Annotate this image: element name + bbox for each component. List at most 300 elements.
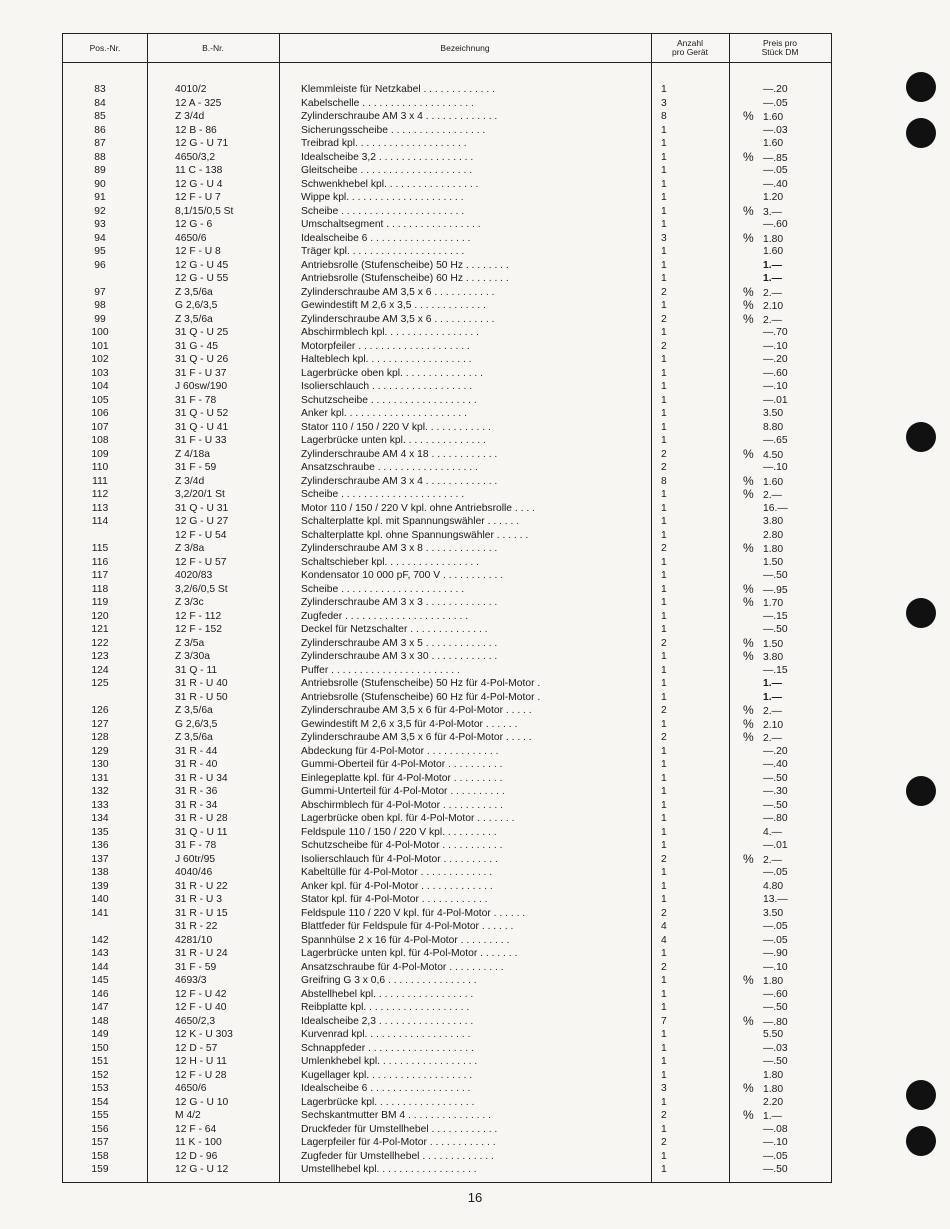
description-cell: Schalterplatte kpl. mit Spannungswähler . . . . . .	[301, 516, 520, 527]
pos-cell: 143	[91, 948, 109, 959]
price-cell	[743, 623, 829, 637]
pos-cell: 154	[91, 1096, 109, 1108]
price-amount: 1.—	[763, 273, 782, 284]
quantity-cell: 1	[661, 799, 667, 811]
pos-cell: 105	[91, 394, 109, 406]
bnr-cell: 4650/6	[175, 1083, 207, 1094]
description-cell: Zylinderschraube AM 3,5 x 6 für 4-Pol-Motor . . . . .	[301, 705, 532, 716]
description-cell: Schutzscheibe . . . . . . . . . . . . . . . . . . .	[301, 394, 477, 406]
quantity-cell: 1	[661, 975, 667, 986]
pos-cell: 150	[91, 1042, 109, 1054]
description-cell: Gewindestift M 2,6 x 3,5 für 4-Pol-Motor . . . . . .	[301, 718, 518, 730]
bnr-cell: 4650/6	[175, 232, 207, 244]
pos-cell: 136	[91, 840, 109, 851]
pos-cell: 139	[91, 880, 109, 892]
description-cell: Wippe kpl. . . . . . . . . . . . . . . . . . . . .	[301, 192, 464, 203]
punch-hole	[906, 72, 936, 102]
quantity-cell: 1	[661, 583, 667, 595]
description-cell: Greifring G 3 x 0,6 . . . . . . . . . . . . . . . .	[301, 975, 477, 986]
description-cell: Anker kpl. für 4-Pol-Motor . . . . . . . . . . . . .	[301, 880, 493, 892]
quantity-cell: 1	[661, 1164, 667, 1175]
quantity-cell: 1	[661, 421, 667, 433]
table-row	[63, 110, 831, 124]
price-cell	[743, 799, 829, 813]
bnr-cell: 12 F - U 40	[175, 1002, 227, 1013]
description-cell: Idealscheibe 2,3 . . . . . . . . . . . . . . . . .	[301, 1015, 474, 1027]
bnr-cell: 31 Q - U 25	[175, 327, 229, 338]
price-cell	[743, 947, 829, 961]
bnr-cell: 12 G - U 71	[175, 138, 229, 149]
punch-hole	[906, 1126, 936, 1156]
description-cell: Antriebsrolle (Stufenscheibe) 50 Hz . . . . . . . .	[301, 259, 509, 271]
price-cell	[743, 1123, 829, 1137]
price-amount: 3.—	[763, 206, 782, 218]
quantity-cell: 1	[661, 759, 667, 770]
bnr-cell: Z 3,5/6a	[175, 286, 213, 298]
table-row	[63, 691, 831, 705]
price-amount: —.20	[763, 745, 788, 757]
price-amount: —.30	[763, 786, 788, 797]
price-amount: —.05	[763, 934, 788, 946]
pos-cell: 121	[91, 624, 109, 635]
table-row	[63, 1001, 831, 1015]
table-row	[63, 434, 831, 448]
price-cell	[743, 434, 829, 448]
description-cell: Spannhülse 2 x 16 für 4-Pol-Motor . . . . . . . . .	[301, 934, 510, 946]
price-cell	[743, 83, 829, 97]
description-cell: Abschirmblech für 4-Pol-Motor . . . . . . . . . . .	[301, 799, 503, 811]
quantity-cell: 1	[661, 327, 667, 338]
pos-cell: 95	[94, 246, 106, 257]
price-amount: 1.50	[763, 638, 784, 650]
quantity-cell: 3	[661, 232, 667, 244]
price-amount: —.15	[763, 664, 788, 676]
table-row	[63, 637, 831, 651]
description-cell: Idealscheibe 3,2 . . . . . . . . . . . . . . . . .	[301, 151, 474, 163]
bnr-cell: 4040/46	[175, 867, 213, 878]
table-row	[63, 1123, 831, 1137]
price-amount: —.95	[763, 584, 788, 596]
description-cell: Antriebsrolle (Stufenscheibe) 60 Hz für 4-Pol-Motor .	[301, 691, 541, 703]
table-row	[63, 353, 831, 367]
description-cell: Anker kpl. . . . . . . . . . . . . . . . . . . . . .	[301, 408, 467, 419]
quantity-cell: 1	[661, 381, 667, 392]
quantity-cell: 1	[661, 1002, 667, 1013]
price-cell	[743, 97, 829, 111]
bnr-cell: Z 3/4d	[175, 111, 205, 122]
header-bezeichnung: Bezeichnung	[440, 42, 490, 53]
pos-cell: 144	[91, 961, 109, 973]
quantity-cell: 1	[661, 597, 667, 608]
quantity-cell: 1	[661, 664, 667, 676]
table-row	[63, 920, 831, 934]
bnr-cell: 12 F - 64	[175, 1123, 217, 1135]
price-amount: —.60	[763, 219, 788, 230]
pos-cell: 145	[91, 975, 109, 986]
price-cell	[743, 1055, 829, 1069]
pos-cell: 147	[91, 1002, 109, 1013]
quantity-cell: 1	[661, 273, 667, 284]
price-amount: —.50	[763, 1164, 788, 1175]
percent-marker: %	[743, 109, 754, 123]
pos-cell: 109	[91, 448, 109, 460]
table-row	[63, 313, 831, 327]
price-cell	[743, 974, 829, 989]
quantity-cell: 2	[661, 462, 667, 473]
bnr-cell: G 2,6/3,5	[175, 718, 218, 730]
description-cell: Reibplatte kpl. . . . . . . . . . . . . . . . . . .	[301, 1002, 470, 1013]
price-cell	[743, 880, 829, 894]
pos-cell: 90	[94, 178, 106, 190]
table-row	[63, 218, 831, 232]
punch-hole	[906, 1080, 936, 1110]
price-cell	[743, 758, 829, 772]
quantity-cell: 8	[661, 475, 667, 487]
header-divider	[63, 62, 831, 63]
description-cell: Scheibe . . . . . . . . . . . . . . . . . . . . . .	[301, 583, 465, 595]
price-cell	[743, 326, 829, 340]
table-row	[63, 853, 831, 867]
quantity-cell: 1	[661, 367, 667, 379]
price-cell	[743, 583, 829, 598]
quantity-cell: 2	[661, 313, 667, 325]
price-cell	[743, 907, 829, 921]
table-row	[63, 907, 831, 921]
table-row	[63, 988, 831, 1002]
price-amount: —.03	[763, 124, 788, 136]
price-cell	[743, 164, 829, 178]
percent-marker: %	[743, 311, 754, 326]
price-amount: —.50	[763, 624, 788, 635]
percent-marker: %	[743, 284, 754, 299]
quantity-cell: 4	[661, 934, 667, 946]
pos-cell: 141	[91, 907, 109, 919]
percent-marker: %	[743, 730, 754, 744]
description-cell: Zylinderschraube AM 3 x 3 . . . . . . . . . . . . .	[301, 597, 498, 608]
percent-marker: %	[743, 703, 754, 717]
price-amount: 3.80	[763, 516, 784, 527]
pos-cell: 84	[94, 97, 106, 109]
bnr-cell: 31 F - 78	[175, 394, 217, 406]
price-cell	[743, 299, 829, 314]
table-row	[63, 1109, 831, 1123]
table-row	[63, 448, 831, 462]
pos-cell: 155	[91, 1110, 109, 1121]
pos-cell: 104	[91, 381, 109, 392]
price-cell	[743, 394, 829, 408]
price-amount: 1.20	[763, 192, 784, 203]
bnr-cell: Z 3/30a	[175, 651, 210, 662]
description-cell: Treibrad kpl. . . . . . . . . . . . . . . . . . . .	[301, 138, 467, 149]
percent-marker: %	[743, 487, 754, 501]
bnr-cell: 12 G - U 12	[175, 1164, 229, 1175]
price-amount: 1.—	[763, 259, 782, 271]
quantity-cell: 2	[661, 1137, 667, 1148]
bnr-cell: 31 R - 34	[175, 799, 218, 811]
bnr-cell: J 60tr/95	[175, 853, 216, 865]
quantity-cell: 1	[661, 691, 667, 703]
pos-cell: 142	[91, 934, 109, 946]
price-cell	[743, 718, 829, 733]
description-cell: Sicherungsscheibe . . . . . . . . . . . . . . . . .	[301, 124, 486, 136]
quantity-cell: 1	[661, 786, 667, 797]
description-cell: Zylinderschraube AM 3 x 4 . . . . . . . . . . . . .	[301, 111, 498, 122]
price-amount: —.08	[763, 1123, 788, 1135]
quantity-cell: 2	[661, 853, 667, 865]
description-cell: Scheibe . . . . . . . . . . . . . . . . . . . . . .	[301, 205, 465, 217]
price-amount: 2.—	[763, 706, 782, 717]
table-row	[63, 1136, 831, 1150]
price-amount: —.50	[763, 570, 788, 581]
bnr-cell: 31 F - 78	[175, 840, 217, 851]
bnr-cell: 12 K - U 303	[175, 1029, 233, 1040]
description-cell: Isolierschlauch für 4-Pol-Motor . . . . . . . . . .	[301, 853, 498, 865]
quantity-cell: 1	[661, 489, 667, 500]
price-amount: 2.80	[763, 529, 784, 541]
price-amount: —.10	[763, 381, 788, 392]
quantity-cell: 1	[661, 205, 667, 217]
table-row	[63, 205, 831, 219]
quantity-cell: 1	[661, 718, 667, 730]
price-amount: —.50	[763, 772, 788, 784]
table-row	[63, 1069, 831, 1083]
bnr-cell: 12 F - U 7	[175, 192, 221, 203]
pos-cell: 96	[94, 259, 106, 271]
quantity-cell: 1	[661, 867, 667, 878]
quantity-cell: 1	[661, 435, 667, 446]
quantity-cell: 1	[661, 894, 667, 905]
table-row	[63, 380, 831, 394]
table-row	[63, 718, 831, 732]
description-cell: Ansatzschraube für 4-Pol-Motor . . . . . . . . . .	[301, 961, 504, 973]
pos-cell: 89	[94, 165, 106, 176]
description-cell: Lagerbrücke oben kpl. für 4-Pol-Motor . . . . . . .	[301, 813, 515, 824]
bnr-cell: 11 C - 138	[175, 165, 223, 176]
description-cell: Puffer . . . . . . . . . . . . . . . . . . . . . . .	[301, 664, 460, 676]
bnr-cell: 31 R - 36	[175, 786, 218, 797]
table-row	[63, 596, 831, 610]
price-amount: —.50	[763, 1002, 788, 1013]
pos-cell: 134	[91, 813, 109, 824]
quantity-cell: 3	[661, 1083, 667, 1094]
bnr-cell: 12 G - U 45	[175, 259, 229, 271]
description-cell: Abdeckung für 4-Pol-Motor . . . . . . . . . . . . .	[301, 745, 499, 757]
price-amount: —.60	[763, 988, 788, 1000]
bnr-cell: 31 Q - U 26	[175, 354, 229, 365]
price-cell	[743, 313, 829, 328]
bnr-cell: 31 Q - U 11	[175, 826, 228, 838]
price-amount: —.50	[763, 1056, 788, 1067]
bnr-cell: 4650/3,2	[175, 151, 216, 163]
description-cell: Zylinderschraube AM 3 x 30 . . . . . . . . . . . .	[301, 651, 498, 662]
price-cell	[743, 785, 829, 799]
pos-cell: 116	[91, 556, 109, 568]
price-amount: —.60	[763, 367, 788, 379]
punch-hole	[906, 422, 936, 452]
percent-marker: %	[743, 230, 754, 245]
price-cell	[743, 151, 829, 166]
quantity-cell: 1	[661, 165, 667, 176]
bnr-cell: 31 G - 45	[175, 340, 218, 352]
price-amount: —.01	[763, 840, 788, 851]
price-amount: 16.—	[763, 502, 788, 514]
quantity-cell: 1	[661, 178, 667, 190]
bnr-cell: 4020/83	[175, 570, 213, 581]
price-amount: —.20	[763, 354, 788, 365]
bnr-cell: 12 F - U 28	[175, 1069, 227, 1081]
bnr-cell: 12 D - 96	[175, 1150, 218, 1162]
price-cell	[743, 772, 829, 786]
bnr-cell: 12 D - 57	[175, 1042, 218, 1054]
description-cell: Zylinderschraube AM 3,5 x 6 . . . . . . . . . . .	[301, 286, 495, 298]
pos-cell: 107	[91, 421, 109, 433]
bnr-cell: 3,2/6/0,5 St	[175, 583, 228, 595]
quantity-cell: 2	[661, 961, 667, 973]
price-amount: —.05	[763, 921, 788, 932]
quantity-cell: 3	[661, 97, 667, 109]
description-cell: Klemmleiste für Netzkabel . . . . . . . . . . . . .	[301, 84, 495, 95]
price-cell	[743, 137, 829, 151]
pos-cell: 94	[94, 232, 106, 244]
pos-cell: 92	[94, 205, 106, 217]
price-amount: —.01	[763, 394, 788, 406]
quantity-cell: 1	[661, 1123, 667, 1135]
description-cell: Idealscheibe 6 . . . . . . . . . . . . . . . . . .	[301, 1083, 471, 1094]
bnr-cell: 12 F - U 57	[175, 556, 227, 568]
bnr-cell: 31 R - 22	[175, 921, 218, 932]
description-cell: Feldspule 110 / 220 V kpl. für 4-Pol-Motor . . . . . .	[301, 907, 526, 919]
description-cell: Lagerbrücke unten kpl. . . . . . . . . . . . . . .	[301, 435, 486, 446]
description-cell: Gewindestift M 2,6 x 3,5 . . . . . . . . . . . . .	[301, 300, 486, 311]
bnr-cell: 31 R - U 3	[175, 894, 222, 905]
table-row	[63, 1096, 831, 1110]
table-row	[63, 151, 831, 165]
price-amount: 2.—	[763, 287, 782, 299]
price-cell	[743, 812, 829, 826]
pos-cell: 130	[91, 759, 109, 770]
price-amount: 1.80	[763, 1084, 784, 1095]
price-amount: 2.—	[763, 733, 782, 744]
price-amount: 1.—	[763, 678, 782, 689]
price-cell	[743, 272, 829, 286]
description-cell: Schalterplatte kpl. ohne Spannungswähler . . . . . .	[301, 529, 529, 541]
bnr-cell: 4650/2,3	[175, 1015, 216, 1027]
pos-cell: 100	[91, 327, 109, 338]
pos-cell: 99	[94, 313, 106, 325]
description-cell: Antriebsrolle (Stufenscheibe) 50 Hz für 4-Pol-Motor .	[301, 678, 541, 689]
price-cell	[743, 124, 829, 138]
table-row	[63, 556, 831, 570]
quantity-cell: 2	[661, 543, 667, 554]
description-cell: Einlegeplatte kpl. für 4-Pol-Motor . . . . . . . . .	[301, 772, 503, 784]
price-amount: 2.10	[763, 719, 784, 731]
pos-cell: 91	[94, 192, 106, 203]
quantity-cell: 1	[661, 948, 667, 959]
price-amount: —.50	[763, 799, 788, 811]
quantity-cell: 4	[661, 921, 667, 932]
price-cell	[743, 286, 829, 301]
price-cell	[743, 920, 829, 934]
pos-cell: 110	[91, 462, 109, 473]
bnr-cell: Z 3,5/6a	[175, 732, 213, 743]
description-cell: Isolierschlauch . . . . . . . . . . . . . . . . . .	[301, 381, 473, 392]
price-amount: 5.50	[763, 1029, 784, 1040]
quantity-cell: 1	[661, 840, 667, 851]
price-cell	[743, 853, 829, 868]
bnr-cell: 31 F - 59	[175, 462, 217, 473]
price-cell	[743, 596, 829, 611]
description-cell: Gleitscheibe . . . . . . . . . . . . . . . . . . . .	[301, 165, 473, 176]
bnr-cell: 12 F - U 54	[175, 529, 227, 541]
price-cell	[743, 1163, 829, 1177]
percent-marker: %	[743, 635, 754, 650]
table-row	[63, 542, 831, 556]
percent-marker: %	[743, 595, 754, 609]
table-row	[63, 893, 831, 907]
pos-cell: 123	[91, 651, 109, 662]
price-amount: —.40	[763, 178, 788, 190]
price-amount: 2.—	[763, 314, 782, 326]
price-amount: —.10	[763, 961, 788, 973]
price-cell	[743, 934, 829, 948]
description-cell: Idealscheibe 6 . . . . . . . . . . . . . . . . . .	[301, 232, 471, 244]
description-cell: Sechskantmutter BM 4 . . . . . . . . . . . . . . .	[301, 1110, 491, 1121]
price-cell	[743, 542, 829, 557]
percent-marker: %	[743, 203, 754, 218]
percent-marker: %	[743, 1108, 754, 1122]
table-row	[63, 502, 831, 516]
price-amount: 1.80	[763, 1069, 784, 1081]
price-amount: —.05	[763, 867, 788, 878]
price-cell	[743, 245, 829, 259]
description-cell: Kugellager kpl. . . . . . . . . . . . . . . . . . .	[301, 1069, 473, 1081]
table-row	[63, 745, 831, 759]
price-amount: 4.80	[763, 880, 784, 892]
quantity-cell: 1	[661, 651, 667, 662]
description-cell: Schaltschieber kpl. . . . . . . . . . . . . . . . .	[301, 556, 479, 568]
price-amount: 4.50	[763, 449, 784, 461]
price-cell	[743, 677, 829, 691]
pos-cell: 132	[91, 786, 109, 797]
table-row	[63, 191, 831, 205]
table-row	[63, 137, 831, 151]
price-amount: —.05	[763, 97, 788, 109]
table-row	[63, 124, 831, 138]
price-cell	[743, 340, 829, 354]
table-row	[63, 326, 831, 340]
pos-cell: 157	[91, 1137, 109, 1148]
price-amount: 1.70	[763, 598, 784, 609]
bnr-cell: Z 3,5/6a	[175, 705, 213, 716]
price-cell	[743, 961, 829, 975]
price-cell	[743, 1042, 829, 1056]
bnr-cell: Z 3,5/6a	[175, 313, 213, 325]
pos-cell: 156	[91, 1123, 109, 1135]
pos-cell: 103	[91, 367, 109, 379]
table-row	[63, 367, 831, 381]
price-cell	[743, 826, 829, 840]
bnr-cell: 31 R - U 40	[175, 678, 228, 689]
bnr-cell: 31 R - U 15	[175, 907, 228, 919]
description-cell: Halteblech kpl. . . . . . . . . . . . . . . . . . .	[301, 354, 472, 365]
bnr-cell: 31 F - 59	[175, 961, 217, 973]
pos-cell: 128	[91, 732, 109, 743]
quantity-cell: 2	[661, 448, 667, 460]
bnr-cell: 31 R - U 24	[175, 948, 228, 959]
quantity-cell: 1	[661, 988, 667, 1000]
bnr-cell: 8,1/15/0,5 St	[175, 205, 234, 217]
pos-cell: 122	[91, 637, 109, 649]
